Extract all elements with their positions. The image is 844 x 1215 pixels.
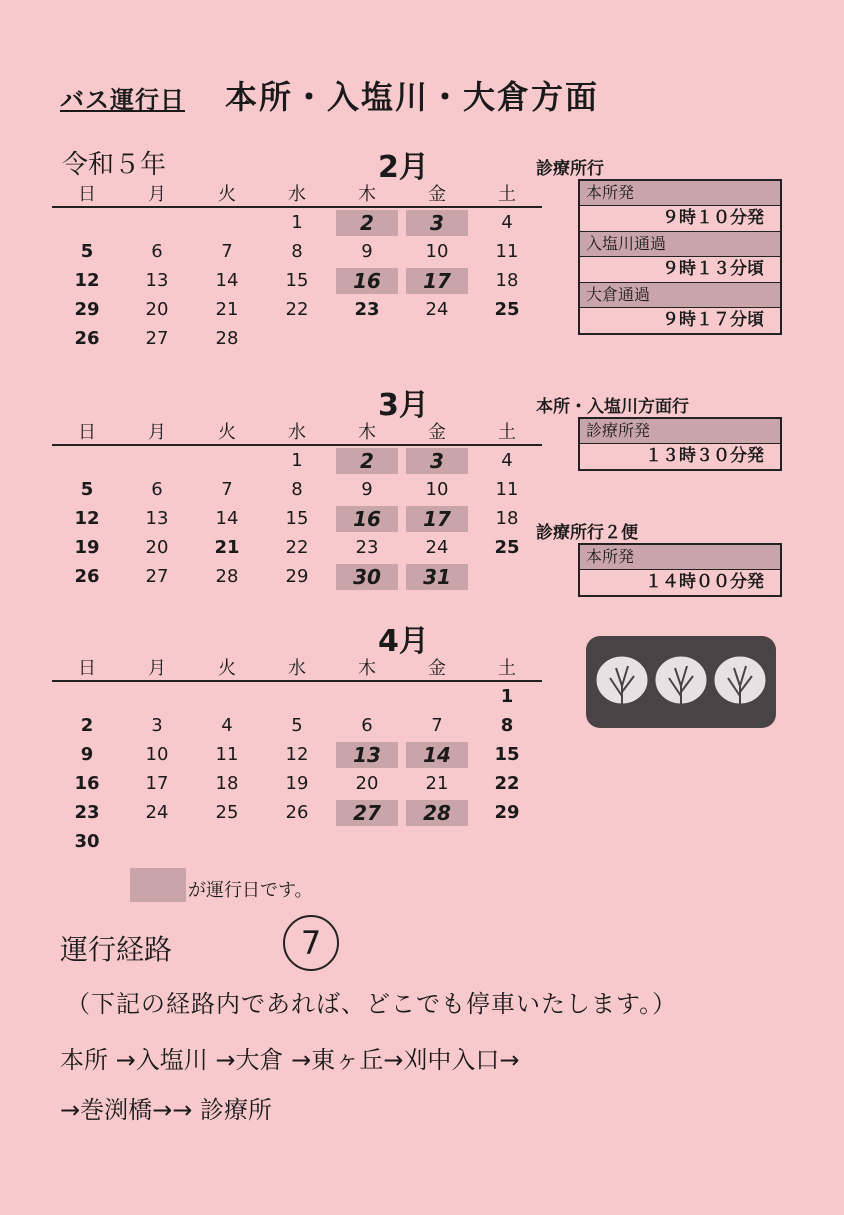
day-number: 21 xyxy=(425,773,449,794)
calendar-week-row xyxy=(52,504,542,533)
day-number: 13 xyxy=(145,270,169,291)
schedule-title: 診療所行 xyxy=(536,159,604,179)
day-number: 9 xyxy=(361,241,373,262)
day-number: 15 xyxy=(285,270,309,291)
day-number: 5 xyxy=(80,479,94,500)
calendar-day xyxy=(472,475,542,504)
calendar-day xyxy=(52,266,122,295)
calendar-day xyxy=(472,798,542,827)
day-number: 16 xyxy=(336,268,398,294)
day-number: 2 xyxy=(336,210,398,236)
day-number: 8 xyxy=(291,479,303,500)
day-number: 14 xyxy=(215,270,239,291)
day-number: 20 xyxy=(145,299,169,320)
month-title: 4月 xyxy=(378,624,429,659)
schedule-time: １４時００分発 xyxy=(645,572,764,592)
calendar-day xyxy=(52,237,122,266)
calendar-day xyxy=(122,740,192,769)
calendar-week-row xyxy=(52,237,542,266)
day-number: 20 xyxy=(355,773,379,794)
day-number: 26 xyxy=(74,328,100,349)
calendar-day xyxy=(472,324,542,353)
calendar-february xyxy=(52,180,542,353)
calendar-day xyxy=(402,827,472,856)
day-number: 13 xyxy=(145,508,169,529)
calendar-march xyxy=(52,418,542,591)
calendar-day xyxy=(402,533,472,562)
bus-run-day xyxy=(332,445,402,475)
weekday-header: 木 xyxy=(332,180,402,207)
schedule-box xyxy=(578,417,782,471)
calendar-day xyxy=(122,827,192,856)
weekday-header: 日 xyxy=(52,418,122,445)
calendar-day xyxy=(192,324,262,353)
day-number: 24 xyxy=(425,299,449,320)
day-number: 30 xyxy=(336,564,398,590)
day-number: 11 xyxy=(215,744,239,765)
day-number: 22 xyxy=(285,537,309,558)
day-number: 24 xyxy=(425,537,449,558)
calendar-day xyxy=(122,533,192,562)
calendar-day xyxy=(262,769,332,798)
day-number: 3 xyxy=(406,210,468,236)
weekday-header: 土 xyxy=(472,418,542,445)
weekday-header: 水 xyxy=(262,418,332,445)
day-number: 4 xyxy=(501,212,513,233)
day-number: 25 xyxy=(215,802,239,823)
calendar-day xyxy=(332,827,402,856)
calendar-day xyxy=(402,475,472,504)
calendar-day xyxy=(262,295,332,324)
calendar-day xyxy=(122,769,192,798)
legend-text: が運行日です。 xyxy=(188,880,313,901)
calendar-week-row xyxy=(52,533,542,562)
calendar-day xyxy=(402,295,472,324)
calendar-week-row xyxy=(52,324,542,353)
month-title: 3月 xyxy=(378,388,429,423)
day-number: 21 xyxy=(214,537,240,558)
calendar-day xyxy=(402,769,472,798)
calendar-day xyxy=(52,827,122,856)
weekday-header: 日 xyxy=(52,654,122,681)
calendar-day xyxy=(192,562,262,591)
calendar-day xyxy=(192,740,262,769)
calendar-day xyxy=(192,445,262,475)
schedule-return xyxy=(536,392,782,471)
calendar-day xyxy=(192,769,262,798)
calendar-day xyxy=(332,711,402,740)
day-number: 5 xyxy=(291,715,303,736)
day-number: 1 xyxy=(291,450,303,471)
day-number: 11 xyxy=(495,241,519,262)
weekday-header: 水 xyxy=(262,654,332,681)
calendar-day xyxy=(52,562,122,591)
schedule-time: ９時１０分発 xyxy=(580,206,780,232)
page-header xyxy=(60,72,599,118)
day-number: 19 xyxy=(285,773,309,794)
calendar-day xyxy=(262,562,332,591)
calendar-day xyxy=(262,798,332,827)
day-number: 30 xyxy=(74,831,100,852)
route-heading: 運行経路 xyxy=(60,933,173,966)
day-number: 1 xyxy=(291,212,303,233)
day-number: 8 xyxy=(500,715,514,736)
day-number: 28 xyxy=(406,800,468,826)
day-number: 31 xyxy=(406,564,468,590)
schedule-time: ９時１３分頃 xyxy=(580,257,780,283)
calendar-day xyxy=(332,475,402,504)
calendar-day xyxy=(472,827,542,856)
day-number: 29 xyxy=(494,802,520,823)
day-number: 6 xyxy=(361,715,373,736)
calendar-day xyxy=(262,740,332,769)
day-number: 28 xyxy=(215,328,239,349)
calendar-day xyxy=(472,533,542,562)
calendar-day xyxy=(262,207,332,237)
day-number: 3 xyxy=(151,715,163,736)
day-number: 17 xyxy=(145,773,169,794)
day-number: 4 xyxy=(501,450,513,471)
weekday-header-row xyxy=(52,418,542,445)
calendar-week-row xyxy=(52,711,542,740)
calendar-day xyxy=(122,475,192,504)
schedule-label: 本所発 xyxy=(580,545,780,570)
calendar-day xyxy=(52,207,122,237)
page-title: 本所・入塩川・大倉方面 xyxy=(225,78,600,116)
calendar-day xyxy=(472,681,542,711)
day-number: 26 xyxy=(74,566,100,587)
calendar-day xyxy=(472,266,542,295)
calendar-day xyxy=(122,798,192,827)
calendar-day xyxy=(472,504,542,533)
bus-run-day xyxy=(332,740,402,769)
calendar-day xyxy=(472,740,542,769)
calendar-day xyxy=(472,237,542,266)
day-number: 23 xyxy=(74,802,100,823)
day-number: 29 xyxy=(74,299,100,320)
calendar-day xyxy=(262,533,332,562)
calendar-day xyxy=(472,711,542,740)
weekday-header: 火 xyxy=(192,180,262,207)
calendar-week-row xyxy=(52,681,542,711)
bus-run-day xyxy=(402,504,472,533)
day-number: 15 xyxy=(285,508,309,529)
calendar-week-row xyxy=(52,295,542,324)
calendar-day xyxy=(122,445,192,475)
calendar-day xyxy=(52,798,122,827)
day-number: 6 xyxy=(151,479,163,500)
bus-run-day xyxy=(402,266,472,295)
calendar-day xyxy=(332,237,402,266)
legend-swatch xyxy=(130,868,186,902)
schedule-label: 入塩川通過 xyxy=(580,232,780,257)
day-number: 23 xyxy=(354,299,380,320)
day-number: 10 xyxy=(425,479,449,500)
weekday-header: 金 xyxy=(402,180,472,207)
day-number: 23 xyxy=(355,537,379,558)
schedule-title: 本所・入塩川方面行 xyxy=(536,397,689,417)
day-number: 22 xyxy=(285,299,309,320)
day-number: 14 xyxy=(215,508,239,529)
day-number: 22 xyxy=(494,773,520,794)
day-number: 10 xyxy=(145,744,169,765)
calendar-day xyxy=(52,475,122,504)
calendar-week-row xyxy=(52,475,542,504)
schedule-clinic-second xyxy=(536,518,782,597)
calendar-day xyxy=(262,681,332,711)
day-number: 25 xyxy=(494,299,520,320)
weekday-header: 日 xyxy=(52,180,122,207)
calendar-day xyxy=(472,207,542,237)
day-number: 12 xyxy=(74,508,100,529)
weekday-header: 月 xyxy=(122,180,192,207)
calendar-april xyxy=(52,654,542,856)
calendar-day xyxy=(122,266,192,295)
day-number: 19 xyxy=(74,537,100,558)
calendar-day xyxy=(122,504,192,533)
day-number: 15 xyxy=(494,744,520,765)
day-number: 8 xyxy=(291,241,303,262)
calendar-day xyxy=(52,711,122,740)
calendar-week-row xyxy=(52,740,542,769)
day-number: 17 xyxy=(406,268,468,294)
calendar-day xyxy=(192,237,262,266)
day-number: 12 xyxy=(74,270,100,291)
calendar-day xyxy=(52,504,122,533)
schedule-box xyxy=(578,543,782,597)
day-number: 7 xyxy=(221,241,233,262)
month-title: 2月 xyxy=(378,150,429,185)
bus-run-day xyxy=(402,445,472,475)
calendar-day xyxy=(192,295,262,324)
calendar-day xyxy=(52,445,122,475)
schedule-label: 大倉通過 xyxy=(580,283,780,308)
calendar-day xyxy=(262,504,332,533)
calendar-day xyxy=(122,681,192,711)
weekday-header: 土 xyxy=(472,180,542,207)
weekday-header: 木 xyxy=(332,654,402,681)
day-number: 4 xyxy=(221,715,233,736)
calendar-day xyxy=(472,562,542,591)
weekday-header: 月 xyxy=(122,654,192,681)
schedule-clinic-morning xyxy=(536,154,782,335)
day-number: 13 xyxy=(336,742,398,768)
day-number: 27 xyxy=(336,800,398,826)
day-number: 14 xyxy=(406,742,468,768)
day-number: 7 xyxy=(221,479,233,500)
day-number: 27 xyxy=(145,566,169,587)
day-number: 18 xyxy=(495,270,519,291)
schedule-label: 本所発 xyxy=(580,181,780,206)
weekday-header: 金 xyxy=(402,418,472,445)
tree-illustration-icon xyxy=(584,634,778,730)
calendar-day xyxy=(192,798,262,827)
calendar-day xyxy=(262,324,332,353)
day-number: 5 xyxy=(80,241,94,262)
weekday-header-row xyxy=(52,654,542,681)
calendar-day xyxy=(192,533,262,562)
calendar-day xyxy=(472,295,542,324)
calendar-day xyxy=(122,562,192,591)
calendar-day xyxy=(262,237,332,266)
bus-run-day xyxy=(402,562,472,591)
calendar-week-row xyxy=(52,798,542,827)
schedule-time: １３時３０分発 xyxy=(645,446,764,466)
weekday-header: 水 xyxy=(262,180,332,207)
weekday-header: 火 xyxy=(192,654,262,681)
calendar-day xyxy=(122,207,192,237)
bus-run-day xyxy=(402,798,472,827)
calendar-day xyxy=(332,533,402,562)
weekday-header-row xyxy=(52,180,542,207)
calendar-day xyxy=(262,445,332,475)
day-number: 26 xyxy=(285,802,309,823)
calendar-day xyxy=(332,769,402,798)
bus-day-label: バス運行日 xyxy=(60,86,185,114)
day-number: 18 xyxy=(495,508,519,529)
calendar-day xyxy=(122,237,192,266)
calendar-day xyxy=(52,740,122,769)
calendar-day xyxy=(52,533,122,562)
calendar-day xyxy=(192,207,262,237)
bus-run-day xyxy=(332,504,402,533)
day-number: 18 xyxy=(215,773,239,794)
calendar-week-row xyxy=(52,769,542,798)
day-number: 9 xyxy=(80,744,94,765)
bus-run-day xyxy=(402,207,472,237)
day-number: 16 xyxy=(74,773,100,794)
route-line-2: →巻渕橋→→ 診療所 xyxy=(60,1096,272,1124)
day-number: 29 xyxy=(285,566,309,587)
calendar-day xyxy=(52,769,122,798)
day-number: 24 xyxy=(145,802,169,823)
calendar-day xyxy=(122,711,192,740)
calendar-day xyxy=(122,295,192,324)
route-number: 7 xyxy=(283,915,339,971)
calendar-week-row xyxy=(52,445,542,475)
day-number: 21 xyxy=(215,299,239,320)
calendar-day xyxy=(192,266,262,295)
day-number: 2 xyxy=(80,715,94,736)
calendar-day xyxy=(192,711,262,740)
calendar-day xyxy=(332,681,402,711)
day-number: 27 xyxy=(145,328,169,349)
weekday-header: 木 xyxy=(332,418,402,445)
bus-run-day xyxy=(332,798,402,827)
weekday-header: 月 xyxy=(122,418,192,445)
route-line-1: 本所 →入塩川 →大倉 →東ヶ丘→刈中入口→ xyxy=(60,1046,520,1074)
calendar-day xyxy=(402,324,472,353)
day-number: 12 xyxy=(285,744,309,765)
calendar-week-row xyxy=(52,562,542,591)
calendar-day xyxy=(332,324,402,353)
calendar-day xyxy=(192,681,262,711)
weekday-header: 土 xyxy=(472,654,542,681)
weekday-header: 火 xyxy=(192,418,262,445)
calendar-day xyxy=(262,711,332,740)
day-number: 17 xyxy=(406,506,468,532)
calendar-week-row xyxy=(52,827,542,856)
calendar-day xyxy=(192,827,262,856)
day-number: 2 xyxy=(336,448,398,474)
calendar-day xyxy=(402,681,472,711)
calendar-day xyxy=(262,475,332,504)
bus-run-day xyxy=(402,740,472,769)
calendar-day xyxy=(52,295,122,324)
bus-run-day xyxy=(332,207,402,237)
calendar-day xyxy=(402,237,472,266)
weekday-header: 金 xyxy=(402,654,472,681)
calendar-week-row xyxy=(52,266,542,295)
schedule-title: 診療所行２便 xyxy=(536,523,638,543)
day-number: 11 xyxy=(495,479,519,500)
day-number: 7 xyxy=(431,715,443,736)
calendar-day xyxy=(472,769,542,798)
day-number: 3 xyxy=(406,448,468,474)
schedule-box xyxy=(578,179,782,335)
calendar-week-row xyxy=(52,207,542,237)
day-number: 1 xyxy=(500,686,514,707)
day-number: 25 xyxy=(494,537,520,558)
day-number: 20 xyxy=(145,537,169,558)
calendar-day xyxy=(52,324,122,353)
schedule-time: ９時１７分頃 xyxy=(662,310,764,330)
schedule-label: 診療所発 xyxy=(580,419,780,444)
calendar-day xyxy=(472,445,542,475)
calendar-day xyxy=(52,681,122,711)
day-number: 28 xyxy=(215,566,239,587)
calendar-day xyxy=(262,266,332,295)
calendar-day xyxy=(192,475,262,504)
bus-run-day xyxy=(332,562,402,591)
calendar-day xyxy=(332,295,402,324)
day-number: 16 xyxy=(336,506,398,532)
day-number: 9 xyxy=(361,479,373,500)
calendar-day xyxy=(192,504,262,533)
calendar-day xyxy=(262,827,332,856)
day-number: 10 xyxy=(425,241,449,262)
bus-run-day xyxy=(332,266,402,295)
calendar-day xyxy=(402,711,472,740)
route-note: （下記の経路内であれば、どこでも停車いたします。） xyxy=(66,990,678,1018)
day-number: 6 xyxy=(151,241,163,262)
era-year: 令和５年 xyxy=(62,150,167,180)
calendar-day xyxy=(122,324,192,353)
